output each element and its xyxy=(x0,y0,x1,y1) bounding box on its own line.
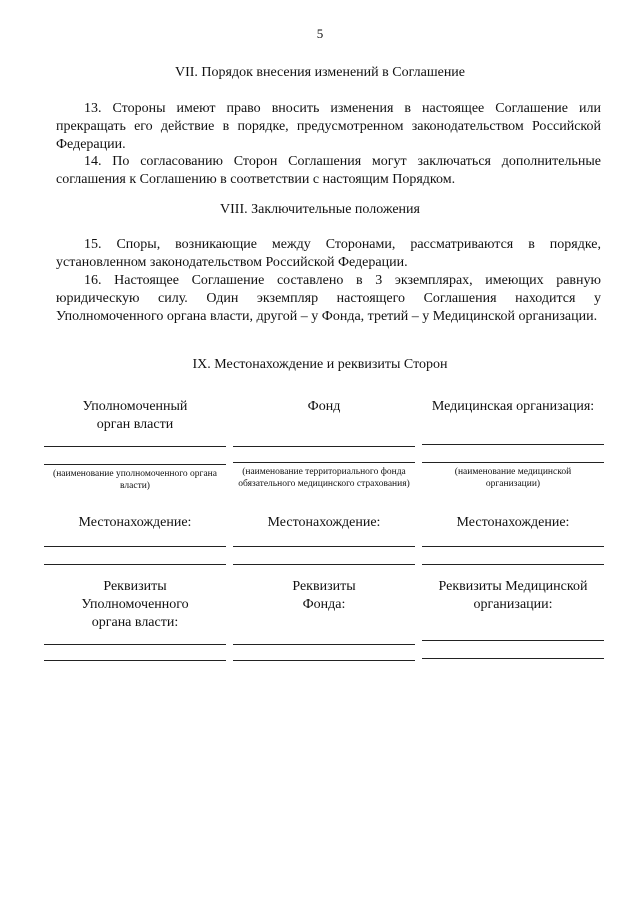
requisites-line-1 xyxy=(422,640,604,641)
location-line-1 xyxy=(44,546,226,547)
location-label: Местонахождение: xyxy=(78,515,192,530)
party-title: Медицинская организация: xyxy=(431,399,595,414)
signature-line xyxy=(422,444,604,445)
name-caption: (наименование территориального фонда обязательного медицинского страхования) xyxy=(238,467,410,489)
paragraph-13: 13. Стороны имеют право вносить изменения в настоящее Соглашение или прекращать его действие в порядке, предусмотренном законодательством Российской Федерации. xyxy=(56,101,601,152)
name-line xyxy=(233,462,415,463)
paragraph-16: 16. Настоящее Соглашение составлено в 3 экземплярах, имеющих равную юридическую силу. Один экземпляр настоящего Соглашения находится у Уполномоченного органа власти, другой – у Фонда, третий – у Медицинской организации. xyxy=(56,273,601,324)
location-line-2 xyxy=(44,564,226,565)
section-7-heading: VII. Порядок внесения изменений в Соглашение xyxy=(174,65,466,80)
requisites-line-1 xyxy=(44,644,226,645)
party-title: Фонд xyxy=(307,399,341,414)
name-line xyxy=(422,462,604,463)
location-label: Местонахождение: xyxy=(456,515,570,530)
location-label: Местонахождение: xyxy=(267,515,381,530)
paragraph-14: 14. По согласованию Сторон Соглашения могут заключаться дополнительные соглашения к Соглашению в соответствии с настоящим Порядком. xyxy=(56,154,601,187)
section-9-heading: IX. Местонахождение и реквизиты Сторон xyxy=(192,357,448,372)
requisites-label: Реквизиты Уполномоченного органа власти: xyxy=(81,579,189,630)
requisites-label: Реквизиты Фонда: xyxy=(292,579,356,612)
name-line xyxy=(44,464,226,465)
requisites-line-2 xyxy=(233,660,415,661)
party-column-authority xyxy=(44,396,226,666)
location-line-2 xyxy=(233,564,415,565)
signature-line xyxy=(44,446,226,447)
paragraph-15: 15. Споры, возникающие между Сторонами, рассматриваются в порядке, установленном законодательством Российской Федерации. xyxy=(56,237,601,270)
location-line-1 xyxy=(422,546,604,547)
location-line-1 xyxy=(233,546,415,547)
requisites-line-1 xyxy=(233,644,415,645)
signature-line xyxy=(233,446,415,447)
name-caption: (наименование медицинской организации) xyxy=(454,467,572,489)
party-column-fund xyxy=(233,396,415,666)
party-title: Уполномоченный орган власти xyxy=(82,399,188,432)
section-8-heading: VIII. Заключительные положения xyxy=(220,202,420,217)
location-line-2 xyxy=(422,564,604,565)
requisites-label: Реквизиты Медицинской организации: xyxy=(438,579,588,612)
party-column-medical xyxy=(422,396,604,666)
name-caption: (наименование уполномоченного органа власти) xyxy=(53,469,217,491)
page-number: 5 xyxy=(316,26,324,41)
requisites-line-2 xyxy=(44,660,226,661)
requisites-line-2 xyxy=(422,658,604,659)
